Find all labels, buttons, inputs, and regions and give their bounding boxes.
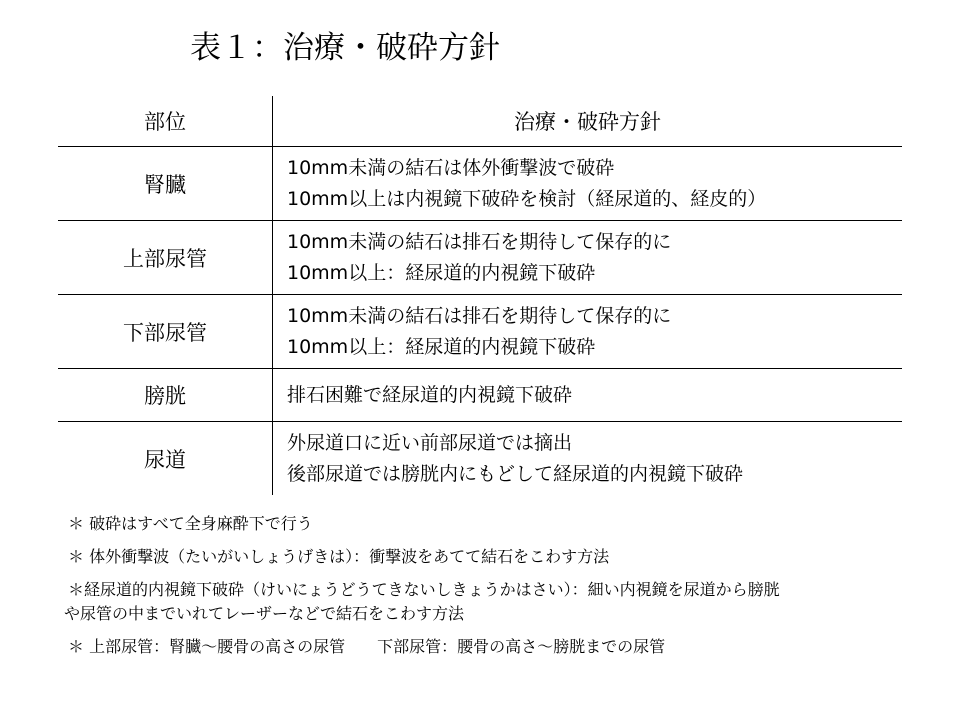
footnote: ＊ 体外衝撃波（たいがいしょうげきは）：衝撃波をあてて結石をこわす方法 <box>68 547 610 566</box>
footnote: ＊ 破砕はすべて全身麻酔下で行う <box>68 514 313 533</box>
treatment-table <box>58 96 902 495</box>
policy-line: 10mm以上：経尿道的内視鏡下破砕 <box>287 261 596 284</box>
table-row-urethra <box>58 421 902 495</box>
policy-line: 排石困難で経尿道的内視鏡下破砕 <box>287 383 573 406</box>
row-policy <box>273 369 902 421</box>
table-header-row <box>58 96 902 146</box>
policy-line: 10mm未満の結石は体外衝撃波で破砕 <box>287 156 615 179</box>
row-part: 上部尿管 <box>58 221 273 294</box>
row-part: 下部尿管 <box>58 295 273 368</box>
row-part: 尿道 <box>58 422 273 495</box>
policy-line: 10mm以上：経尿道的内視鏡下破砕 <box>287 335 596 358</box>
row-policy <box>273 221 902 294</box>
table-row-lower-ureter <box>58 294 902 368</box>
row-policy <box>273 147 902 220</box>
policy-line: 10mm未満の結石は排石を期待して保存的に <box>287 304 672 327</box>
row-part: 腎臓 <box>58 147 273 220</box>
page-title: 表１：治療・破砕方針 <box>190 30 500 66</box>
footnote-continuation: や尿管の中までいれてレーザーなどで結石をこわす方法 <box>64 604 465 623</box>
footnotes <box>64 512 948 659</box>
table-row-bladder <box>58 368 902 421</box>
table-row-upper-ureter <box>58 220 902 294</box>
policy-line: 後部尿道では膀胱内にもどして経尿道的内視鏡下破砕 <box>287 462 744 485</box>
footnote: ＊経尿道的内視鏡下破砕（けいにょうどうてきないしきょうかはさい）：細い内視鏡を尿道から膀胱 <box>68 580 780 599</box>
row-policy <box>273 422 902 495</box>
footnote: ＊ 上部尿管：腎臓～腰骨の高さの尿管 下部尿管：腰骨の高さ～膀胱までの尿管 <box>68 637 666 656</box>
row-part: 膀胱 <box>58 369 273 421</box>
policy-line: 10mm以上は内視鏡下破砕を検討（経尿道的、経皮的） <box>287 187 767 210</box>
row-policy <box>273 295 902 368</box>
header-part: 部位 <box>58 96 273 146</box>
policy-line: 10mm未満の結石は排石を期待して保存的に <box>287 230 672 253</box>
policy-line: 外尿道口に近い前部尿道では摘出 <box>287 431 573 454</box>
table-row-kidney <box>58 146 902 220</box>
header-policy: 治療・破砕方針 <box>514 110 661 134</box>
